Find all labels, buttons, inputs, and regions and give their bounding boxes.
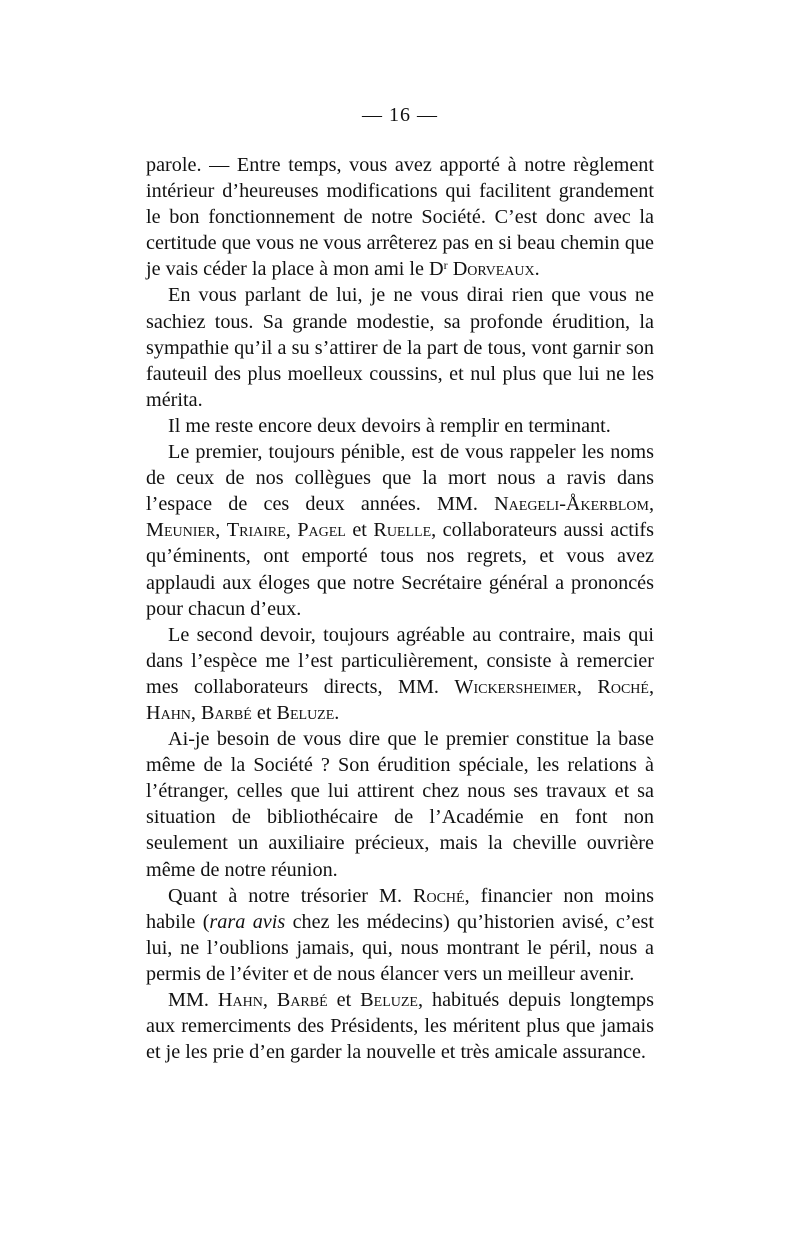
text-run: . [334, 701, 340, 724]
italic-phrase: rara avis [209, 910, 286, 933]
paragraph [146, 413, 654, 439]
text-run: En vous parlant de lui, je ne vous dirai rien que vous ne sachiez tous. Sa grande modestie, sa profonde érudition, la sympathie qu’il a su s’attirer de la part de tous, vont garnir son fauteuil des plus moelleux coussins, et nul plus que lui ne les mérita. [146, 284, 654, 411]
text-run: et [327, 989, 361, 1011]
body-text [146, 152, 654, 1065]
paragraph [146, 439, 654, 622]
paragraph [146, 883, 654, 987]
person-name: Triaire [226, 519, 286, 542]
text-run: , habitués depuis longtemps aux remerciments des Présidents, les méritent plus que jamais et je les prie d’en garder la nouvelle et très amicale assurance. [146, 989, 655, 1064]
text-run: , [215, 519, 227, 542]
person-name: Ruelle [373, 519, 432, 542]
text-run: . [534, 258, 540, 281]
paragraph [146, 726, 654, 883]
text-run: r [443, 258, 448, 273]
text-run: Ai-je besoin de vous dire que le premier constitue la base même de la Société ? Son érudition spéciale, les relations à l’étranger, celles que lui attirent chez nous ses travaux et sa situation de bibliothécaire de l’Académie en font non seulement un auxiliaire précieux, mais la cheville ouvrière même de notre réunion. [146, 728, 654, 881]
text-run: Quant à notre trésorier M. [168, 884, 414, 907]
text-run: , [190, 701, 202, 724]
person-name: Hahn [217, 989, 263, 1011]
paragraph [146, 282, 654, 412]
text-run: parole. — Entre temps, vous avez apporté à notre règlement intérieur d’heureuses modifications qui facilitent grandement le bon fonctionnement de notre Société. C’est donc avec la certitude que vous ne vous arrêterez pas en si beau chemin que je vais céder la place à mon ami le D [146, 154, 654, 281]
person-name: Naegeli-Åkerblom [494, 493, 649, 516]
text-run: Le second devoir, toujours agréable au contraire, mais qui dans l’espèce me l’est particulièrement, consiste à remercier mes collaborateurs directs, MM. [146, 623, 654, 698]
text-run: , collaborateurs aussi actifs qu’éminents, ont emporté tous nos regrets, et vous avez applaudi aux éloges que notre Secrétaire général a prononcés pour chacun d’eux. [146, 519, 655, 620]
person-name: Barbé [276, 989, 328, 1011]
text-run: chez les médecins) qu’historien avisé, c’est lui, ne l’oublions jamais, qui, nous montrant le péril, nous a permis de l’éviter et de nous élancer vers un meilleur avenir. [146, 910, 654, 985]
text-run: Il me reste encore deux devoirs à remplir en terminant. [168, 414, 611, 437]
person-name: Beluze [360, 989, 418, 1011]
text-run: et [345, 519, 374, 542]
person-name: Barbé [201, 701, 252, 724]
person-name: Roché [413, 884, 465, 907]
person-name: Dorveaux [452, 258, 535, 281]
person-name: Pagel [297, 519, 346, 542]
person-name: Hahn [146, 701, 191, 724]
text-run: , [285, 519, 298, 542]
person-name: Roché [597, 675, 649, 698]
text-run: , financier non moins habile ( [146, 884, 654, 933]
page-number: — 16 — [362, 104, 438, 126]
text-run: et [251, 701, 277, 724]
person-name: Wickersheimer [454, 675, 577, 698]
text-run: , [648, 493, 654, 516]
paragraph [146, 987, 654, 1065]
paragraph [146, 622, 654, 726]
text-run: Le premier, toujours pénible, est de vous rappeler les noms de ceux de nos collègues que la mort nous a ravis dans l’espace de ces deux années. MM. [146, 441, 654, 516]
text-run: , [262, 989, 277, 1011]
paragraph [146, 152, 654, 282]
text-run: , [576, 675, 598, 698]
person-name: Meunier [146, 519, 216, 542]
person-name: Beluze [276, 701, 335, 724]
text-run: MM. [168, 989, 218, 1011]
text-run: , [648, 675, 655, 698]
